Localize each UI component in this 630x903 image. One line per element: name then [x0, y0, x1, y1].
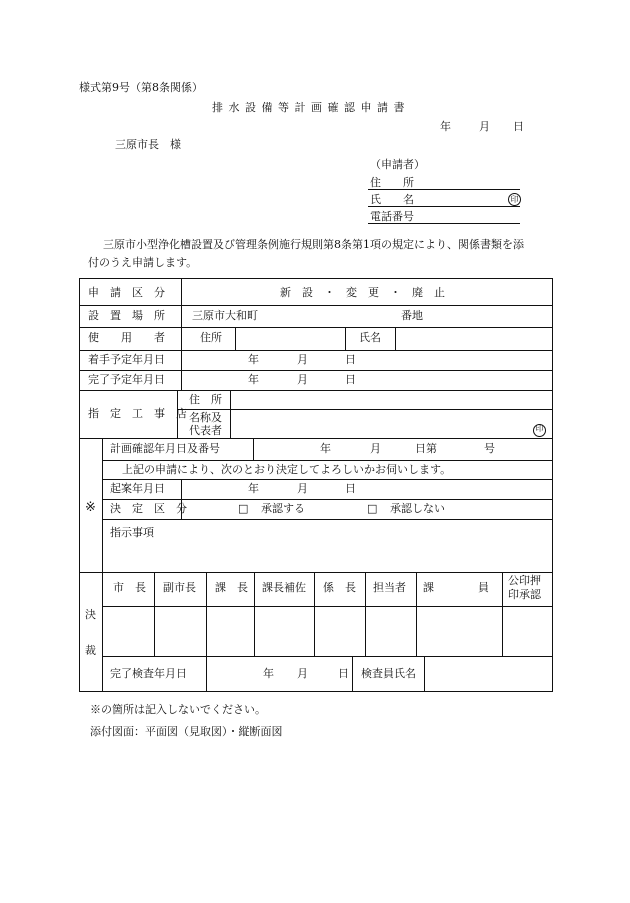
- contractor-label: 指 定 工 事 店: [88, 407, 187, 420]
- col-section-chief: 課 長: [215, 581, 248, 594]
- inspection-date-day: 日: [338, 667, 349, 680]
- start-date-month: 月: [297, 353, 308, 366]
- office-use-mark: ※: [85, 500, 96, 515]
- footer-note: ※の箇所は記入しないでください。: [90, 703, 266, 716]
- decision-label: 決 定 区 分: [110, 502, 187, 515]
- approve-label: 承認する: [261, 502, 305, 515]
- col-mayor: 市 長: [113, 581, 146, 594]
- install-place-value[interactable]: 三原市大和町: [192, 309, 258, 322]
- applicant-address-label: 住 所: [370, 176, 414, 189]
- user-name-label: 氏名: [359, 331, 381, 344]
- application-form-table: [79, 278, 553, 692]
- plan-confirm-go: 号: [484, 442, 495, 455]
- col-assistant-chief: 課長補佐: [262, 581, 306, 594]
- end-date-year: 年: [248, 373, 259, 386]
- plan-confirm-year: 年: [320, 442, 331, 455]
- form-number: 様式第9号（第8条関係）: [79, 81, 203, 94]
- applicant-phone-line: [368, 223, 520, 224]
- intro-line-1: 三原市小型浄化槽設置及び管理条例施行規則第8条第1項の規定により、関係書類を添: [103, 238, 524, 251]
- end-date-label: 完了予定年月日: [88, 373, 165, 386]
- applicant-address-line: [368, 189, 520, 190]
- intro-line-2: 付のうえ申請します。: [88, 256, 198, 269]
- inspection-date-label: 完了検査年月日: [110, 667, 187, 680]
- end-date-day: 日: [345, 373, 356, 386]
- date-month: 月: [479, 120, 490, 133]
- document-title: 排 水 設 備 等 計 画 確 認 申 請 書: [212, 101, 406, 114]
- approval-side-label-2: 裁: [85, 644, 96, 657]
- applicant-name-line: [368, 206, 520, 207]
- col-stamp-1: 公印押: [508, 574, 541, 587]
- applicant-phone-label: 電話番号: [370, 210, 414, 223]
- applicant-seal-icon: 印: [508, 193, 521, 206]
- end-date-month: 月: [297, 373, 308, 386]
- plan-confirm-day-no: 日第: [415, 442, 437, 455]
- start-date-day: 日: [345, 353, 356, 366]
- col-stamp-2: 印承認: [508, 588, 541, 601]
- request-sentence: 上記の申請により、次のとおり決定してよろしいかお伺いします。: [122, 463, 452, 476]
- plan-confirm-month: 月: [370, 442, 381, 455]
- reject-checkbox[interactable]: □: [367, 502, 378, 515]
- footer-attachments: 添付図面：平面図（見取図）・縦断面図: [90, 725, 283, 738]
- instructions-label: 指示事項: [110, 526, 154, 539]
- inspector-name-label: 検査員氏名: [361, 667, 416, 680]
- install-place-suffix: 番地: [401, 309, 423, 322]
- draft-date-month: 月: [297, 482, 308, 495]
- user-label: 使 用 者: [88, 331, 165, 344]
- col-subsection-chief: 係 長: [323, 581, 356, 594]
- applicant-name-label: 氏 名: [370, 193, 414, 206]
- start-date-label: 着手予定年月日: [88, 353, 165, 366]
- application-type-value: 新 設 ・ 変 更 ・ 廃 止: [280, 286, 445, 299]
- inspection-date-year: 年: [263, 667, 274, 680]
- date-day: 日: [513, 120, 524, 133]
- inspection-date-month: 月: [297, 667, 308, 680]
- applicant-heading: （申請者）: [370, 158, 425, 171]
- approval-side-label-1: 決: [85, 608, 96, 621]
- draft-date-label: 起案年月日: [110, 482, 165, 495]
- col-deputy-mayor: 副市長: [163, 581, 196, 594]
- draft-date-day: 日: [345, 482, 356, 495]
- user-address-label: 住所: [200, 331, 222, 344]
- addressee: 三原市長 様: [115, 138, 181, 151]
- start-date-year: 年: [248, 353, 259, 366]
- plan-confirm-label: 計画確認年月日及番号: [110, 442, 220, 455]
- draft-date-year: 年: [248, 482, 259, 495]
- install-place-label: 設 置 場 所: [88, 309, 165, 322]
- approve-checkbox[interactable]: □: [238, 502, 249, 515]
- date-year: 年: [440, 120, 451, 133]
- contractor-address-label: 住 所: [189, 393, 222, 406]
- col-person-in-charge: 担当者: [373, 581, 406, 594]
- contractor-seal-icon: 印: [533, 424, 546, 437]
- application-type-label: 申 請 区 分: [88, 286, 165, 299]
- col-staff: 課 員: [423, 581, 489, 594]
- contractor-name-label-1: 名称及: [189, 411, 222, 424]
- reject-label: 承認しない: [390, 502, 445, 515]
- contractor-name-label-2: 代表者: [189, 424, 222, 437]
